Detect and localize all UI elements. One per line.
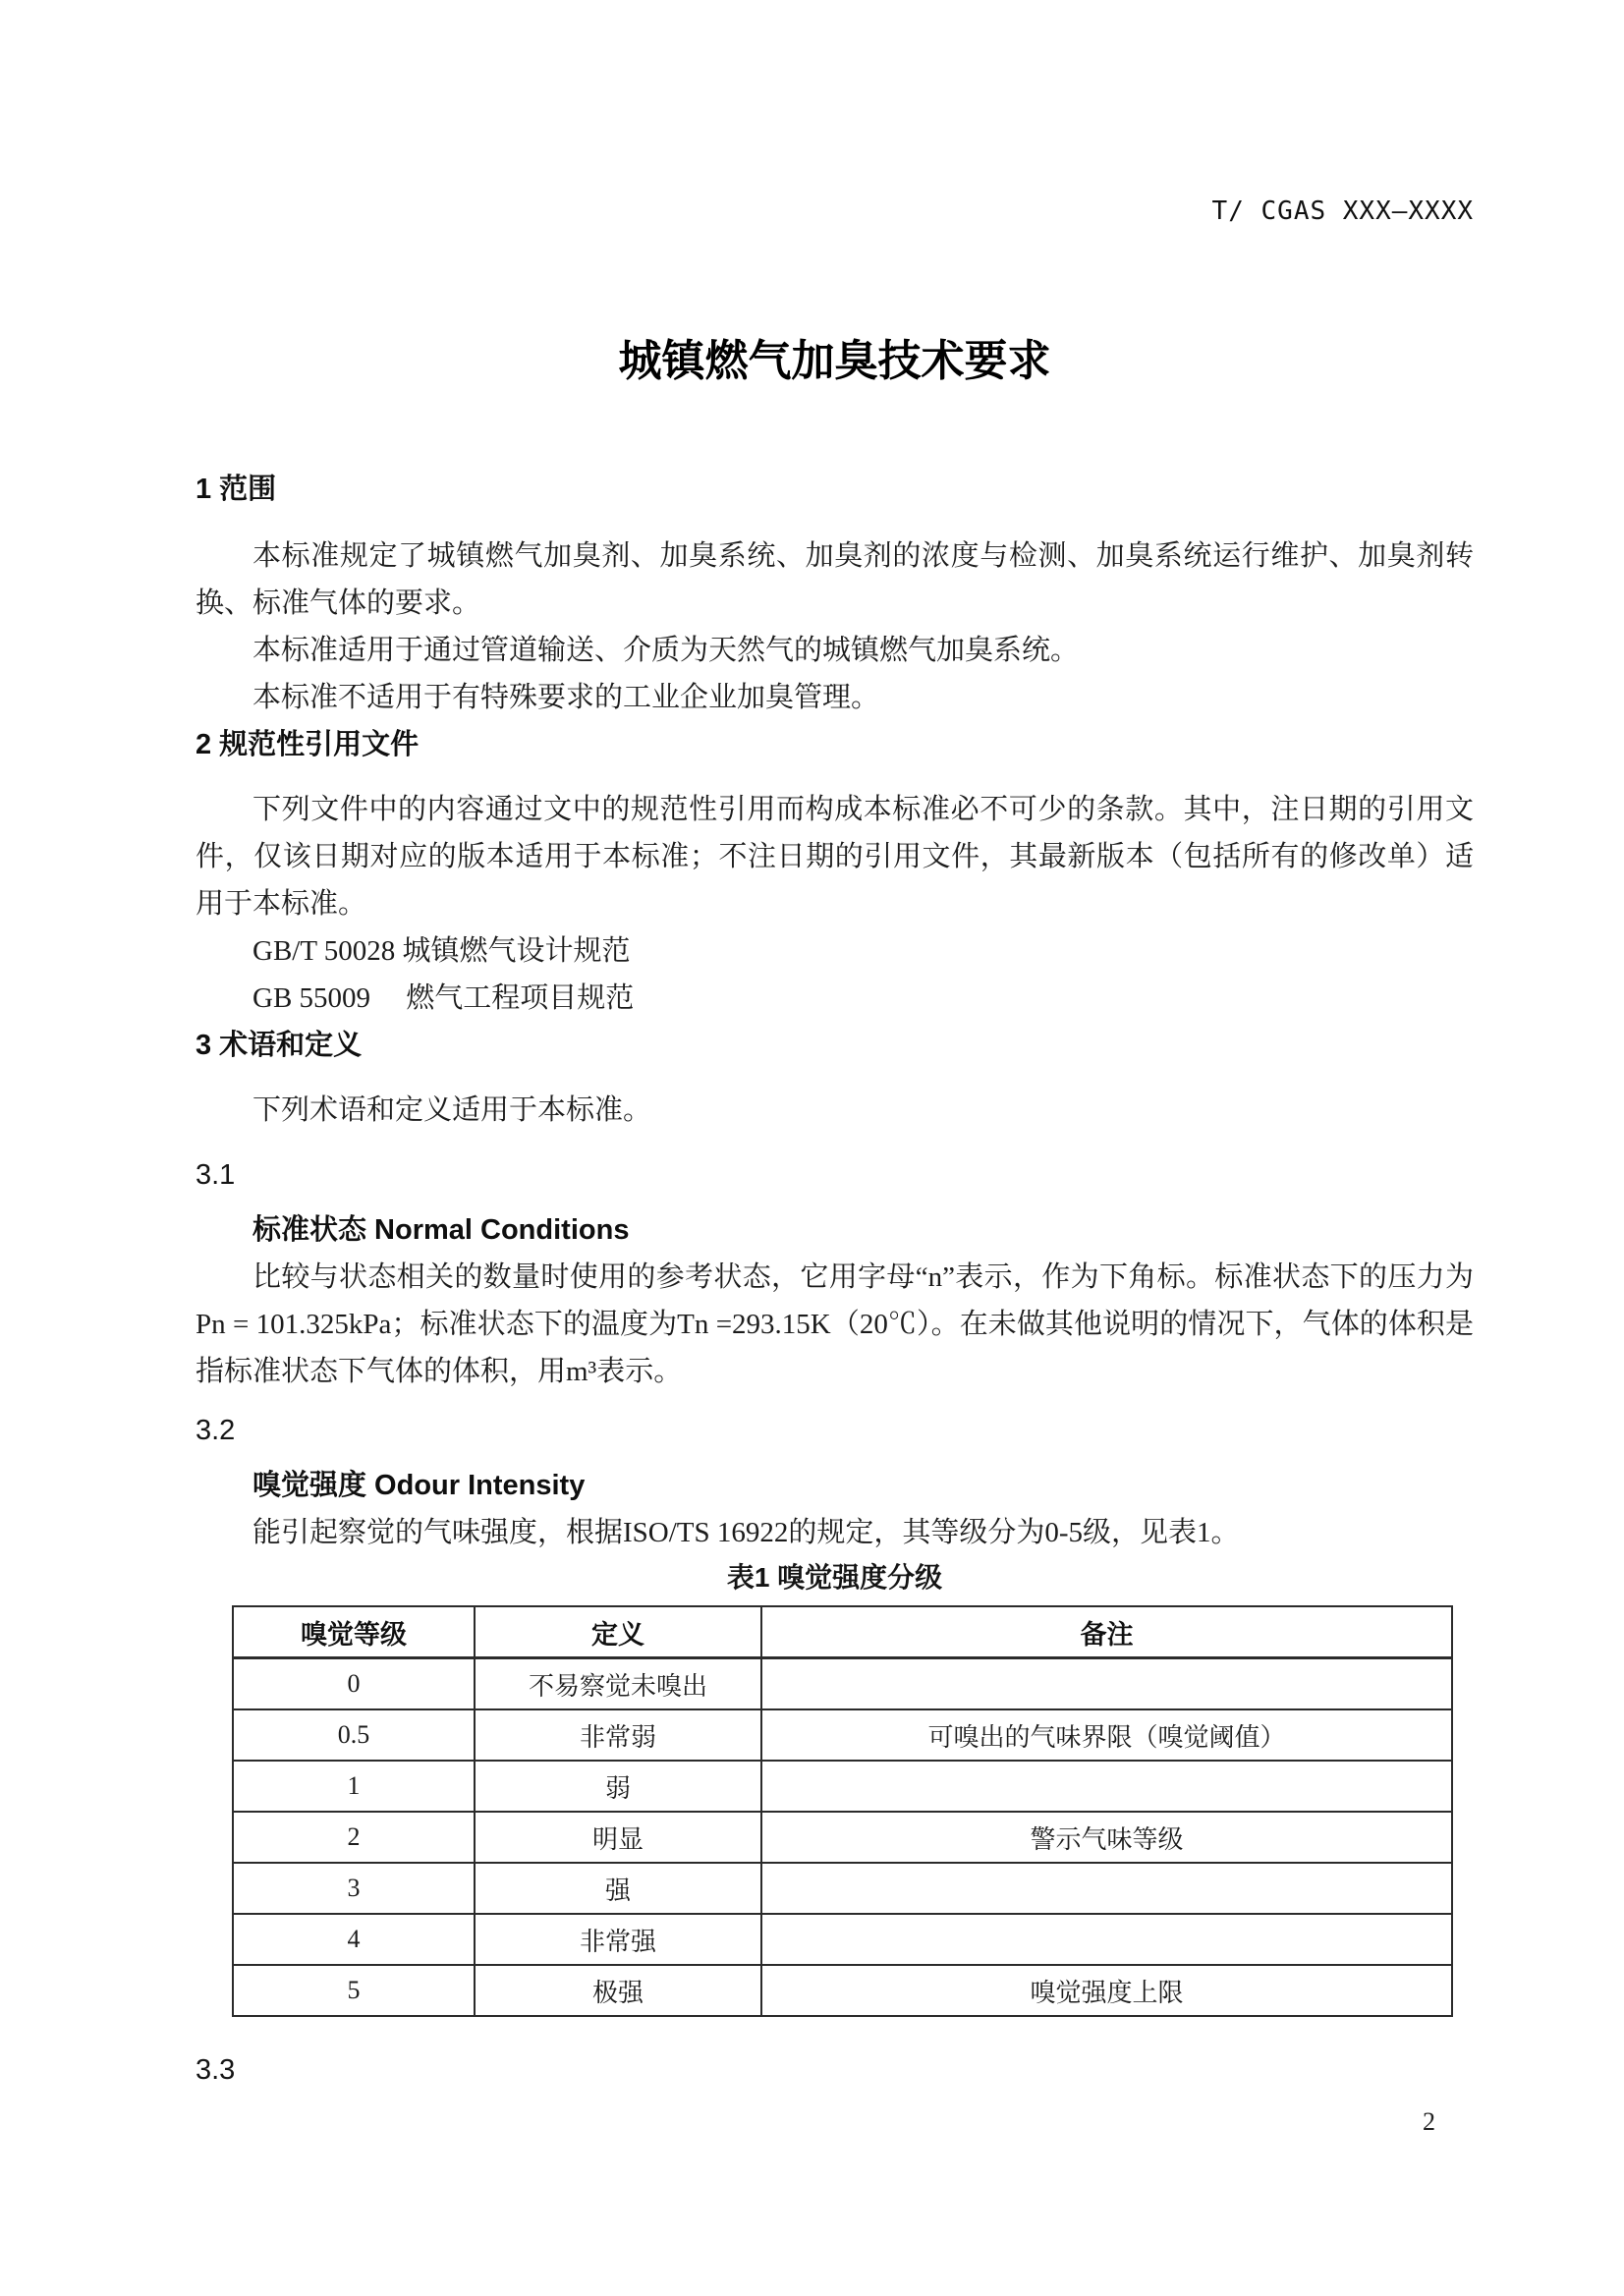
scope-paragraph-3: 本标准不适用于有特殊要求的工业企业加臭管理。 xyxy=(252,682,880,713)
table-cell: 2 xyxy=(233,1812,475,1863)
odour-intensity-table xyxy=(232,1605,1453,2017)
table-header-row xyxy=(233,1606,1452,1658)
term-normal-conditions-definition: 比较与状态相关的数量时使用的参考状态，它用字母“n”表示，作为下角标。标准状态下的压力为Pn = 101.325kPa；标准状态下的温度为Tn =293.15K（20℃）。在未做其他说明的情况下，气体的体积是指标准状态下气体的体积，用m³表示。 xyxy=(196,1261,1474,1387)
table-cell: 0.5 xyxy=(233,1709,475,1761)
table-cell: 可嗅出的气味界限（嗅觉阈值） xyxy=(761,1709,1452,1761)
table-cell xyxy=(761,1658,1452,1710)
table-cell: 5 xyxy=(233,1965,475,2016)
reference-item-gbt-50028: GB/T 50028 城镇燃气设计规范 xyxy=(252,935,631,967)
clause-3-2-number: 3.2 xyxy=(196,1415,236,1446)
reference-item-gb-55009: GB 55009 燃气工程项目规范 xyxy=(252,982,635,1014)
table-row xyxy=(233,1709,1452,1761)
table-cell: 4 xyxy=(233,1914,475,1965)
section-terms-heading: 3 术语和定义 xyxy=(196,1030,363,1061)
table-row xyxy=(233,1965,1452,2016)
table-cell: 警示气味等级 xyxy=(761,1812,1452,1863)
table-cell: 3 xyxy=(233,1863,475,1914)
term-odour-intensity-definition: 能引起察觉的气味强度，根据ISO/TS 16922的规定，其等级分为0-5级，见表1。 xyxy=(252,1517,1240,1548)
page-content xyxy=(196,0,1474,2094)
table-cell xyxy=(761,1863,1452,1914)
table-cell: 明显 xyxy=(475,1812,761,1863)
table-cell: 非常弱 xyxy=(475,1709,761,1761)
table-row xyxy=(233,1914,1452,1965)
term-normal-conditions: 标准状态 Normal Conditions xyxy=(252,1214,630,1246)
table-cell xyxy=(761,1914,1452,1965)
table-cell xyxy=(761,1761,1452,1812)
table-cell: 不易察觉未嗅出 xyxy=(475,1658,761,1710)
table-cell: 非常强 xyxy=(475,1914,761,1965)
scope-paragraph-1: 本标准规定了城镇燃气加臭剂、加臭系统、加臭剂的浓度与检测、加臭系统运行维护、加臭剂转换、标准气体的要求。 xyxy=(196,540,1474,619)
references-intro: 下列文件中的内容通过文中的规范性引用而构成本标准必不可少的条款。其中，注日期的引用文件，仅该日期对应的版本适用于本标准；不注日期的引用文件，其最新版本（包括所有的修改单）适用于本标准。 xyxy=(196,794,1474,920)
table-header-cell-remark: 备注 xyxy=(761,1606,1452,1658)
table-header-cell-definition: 定义 xyxy=(475,1606,761,1658)
doc-number: T/ CGAS XXX—XXXX xyxy=(1211,196,1474,226)
terms-intro: 下列术语和定义适用于本标准。 xyxy=(252,1094,652,1126)
table-cell: 1 xyxy=(233,1761,475,1812)
table-cell: 嗅觉强度上限 xyxy=(761,1965,1452,2016)
table-row xyxy=(233,1658,1452,1710)
table-cell: 弱 xyxy=(475,1761,761,1812)
table-row xyxy=(233,1761,1452,1812)
table1-caption: 表1 嗅觉强度分级 xyxy=(726,1562,943,1593)
table-header-cell-level: 嗅觉等级 xyxy=(233,1606,475,1658)
term-odour-intensity: 嗅觉强度 Odour Intensity xyxy=(252,1470,586,1501)
scope-paragraph-2: 本标准适用于通过管道输送、介质为天然气的城镇燃气加臭系统。 xyxy=(252,635,1080,666)
section-references-heading: 2 规范性引用文件 xyxy=(196,729,420,760)
clause-3-1-number: 3.1 xyxy=(196,1159,236,1191)
table-cell: 0 xyxy=(233,1658,475,1710)
table-cell: 极强 xyxy=(475,1965,761,2016)
table-row xyxy=(233,1812,1452,1863)
page-number: 2 xyxy=(1423,2107,1435,2136)
page-title: 城镇燃气加臭技术要求 xyxy=(618,337,1051,385)
section-scope-heading: 1 范围 xyxy=(196,474,277,505)
table-row xyxy=(233,1863,1452,1914)
clause-3-3-number: 3.3 xyxy=(196,2054,236,2086)
table-cell: 强 xyxy=(475,1863,761,1914)
